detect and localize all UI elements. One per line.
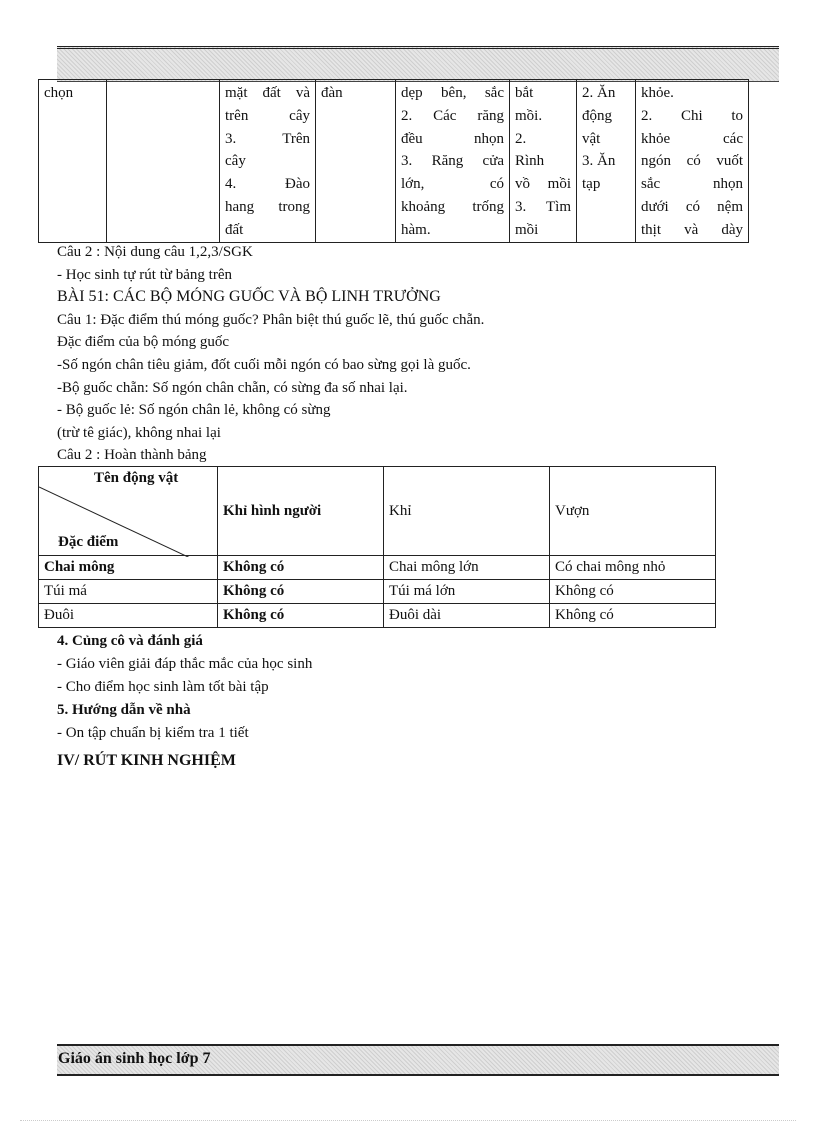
corner-label-feature: Đặc điểm — [58, 534, 119, 550]
text-line: Câu 2 : Nội dung câu 1,2,3/SGK — [57, 244, 253, 260]
table-cell: Không có — [218, 556, 384, 580]
table-cell — [107, 80, 220, 243]
cell-line: 3. Tìm — [515, 198, 571, 215]
cell-line: khỏe các — [641, 130, 743, 147]
cell-line: 2. — [515, 130, 527, 147]
table-row — [39, 80, 749, 243]
cell-line: 2. Chi to — [641, 107, 743, 124]
section-heading — [57, 699, 312, 722]
cell-line: bắt — [515, 85, 534, 101]
table-cell — [396, 80, 510, 243]
table-cell — [636, 80, 749, 243]
cell-line: dưới có nệm — [641, 198, 743, 215]
page-bottom-divider — [20, 1120, 796, 1121]
cell-line: hàm. — [401, 221, 431, 238]
footer-title: Giáo án sinh học lớp 7 — [58, 1050, 211, 1067]
cell-line: 4. Đào — [225, 176, 310, 193]
text-line: - Bộ guốc lẻ: Số ngón chân lẻ, không có sừng — [57, 402, 331, 419]
text-line: - On tập chuẩn bị kiểm tra 1 tiết — [57, 725, 249, 741]
experience-heading: IV/ RÚT KINH NGHIỆM — [57, 752, 236, 769]
cell-line: sắc nhọn — [641, 176, 743, 193]
section-number: 4 — [57, 633, 65, 649]
text-line: (trừ tê giác), không nhai lại — [57, 424, 221, 441]
cell-line: mồi — [515, 221, 539, 238]
text-line: Câu 1: Đặc điểm thú móng guốc? Phân biệt thú guốc lẽ, thú guốc chẵn. — [57, 311, 485, 328]
cell-line: Rình — [515, 153, 545, 170]
cell-line: lớn, có — [401, 176, 504, 193]
table-cell: Có chai mông nhỏ — [550, 556, 716, 580]
column-header: Khỉ hình người — [218, 467, 384, 556]
diagonal-header-cell — [39, 467, 218, 556]
cell-line: trên cây — [225, 107, 310, 124]
cell-line: khoảng trống — [401, 198, 504, 215]
section-heading-text: . Hướng dẫn về nhà — [64, 702, 191, 718]
column-header: Vượn — [550, 467, 716, 556]
cell-line: thịt và dày — [641, 221, 743, 238]
cell-line: đều nhọn — [401, 130, 504, 147]
table-cell: Không có — [550, 604, 716, 628]
cell-line: 3. Ăn — [582, 153, 616, 170]
footer-band — [57, 1044, 779, 1076]
cell-line: 3. Răng cửa — [401, 153, 504, 170]
table-cell — [220, 80, 316, 243]
text-line: Câu 2 : Hoàn thành bảng — [57, 447, 207, 464]
cell-line: dẹp bên, sắc — [401, 85, 504, 101]
section-number: 5 — [57, 702, 65, 718]
table-cell — [316, 80, 396, 243]
cell-line: khỏe. — [641, 85, 674, 101]
classification-table-continued — [38, 79, 749, 243]
row-label: Túi má — [39, 580, 218, 604]
text-line: Đặc điểm của bộ móng guốc — [57, 334, 230, 351]
table-cell — [577, 80, 636, 243]
text-line: - Học sinh tự rút từ bảng trên — [57, 266, 232, 283]
cell-line: mồi. — [515, 107, 543, 124]
corner-label-animal: Tên động vật — [94, 470, 179, 486]
table-row — [39, 556, 716, 580]
table-row — [39, 580, 716, 604]
primate-comparison-table — [38, 466, 716, 628]
section-review — [57, 630, 312, 745]
table-cell: Chai mông lớn — [384, 556, 550, 580]
column-header: Khỉ — [384, 467, 550, 556]
row-label: Chai mông — [39, 556, 218, 580]
text-line: -Số ngón chân tiêu giảm, đốt cuối mỗi ngón có bao sừng gọi là guốc. — [57, 356, 471, 373]
text-line: -Bộ guốc chẵn: Số ngón chân chẵn, có sừng đa số nhai lại. — [57, 379, 408, 396]
text-line: - Giáo viên giải đáp thắc mắc của học sinh — [57, 656, 313, 672]
table-cell: Không có — [218, 580, 384, 604]
table-cell: Đuôi dài — [384, 604, 550, 628]
header-band — [57, 46, 779, 82]
cell-line: ngón có vuốt — [641, 153, 743, 170]
lesson-title: BÀI 51: CÁC BỘ MÓNG GUỐC VÀ BỘ LINH TRƯỞNG — [57, 288, 441, 306]
cell-line: động — [582, 107, 612, 124]
section-heading-text: . Củng cô và đánh giá — [64, 633, 203, 649]
table-cell — [39, 80, 107, 243]
cell-line: đàn — [321, 85, 343, 101]
table-cell — [510, 80, 577, 243]
cell-line: 2. Ăn — [582, 85, 616, 101]
table-cell: Không có — [550, 580, 716, 604]
lesson-content — [57, 241, 757, 467]
cell-line: cây — [225, 153, 246, 170]
cell-line: 2. Các răng — [401, 107, 504, 124]
row-label: Đuôi — [39, 604, 218, 628]
table-cell: Túi má lớn — [384, 580, 550, 604]
table-header-row — [39, 467, 716, 556]
section-heading — [57, 630, 312, 653]
table-row — [39, 604, 716, 628]
text-line: - Cho điểm học sinh làm tốt bài tập — [57, 679, 269, 695]
cell-line: 3. Trên — [225, 130, 310, 147]
table-cell: Không có — [218, 604, 384, 628]
cell-line: đất — [225, 221, 244, 238]
cell-line: vật — [582, 130, 601, 147]
cell-line: tạp — [582, 176, 601, 193]
cell-line: chọn — [44, 85, 74, 101]
cell-line: vồ mồi — [515, 176, 571, 193]
cell-line: mặt đất và — [225, 85, 310, 101]
cell-line: hang trong — [225, 198, 310, 215]
